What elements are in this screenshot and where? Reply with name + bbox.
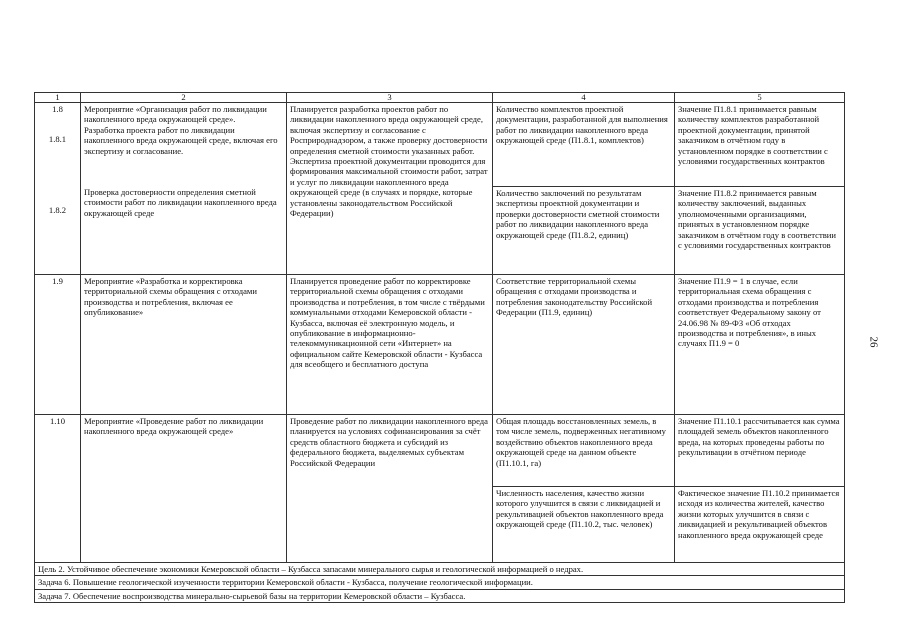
formula-cell: Значение П1.8.1 принимается равным количеству комплектов разработанной проектной документации, принятой заказчиком в отчётном году в установленном порядке в соответствии с условиями государственных контрактов xyxy=(675,103,845,187)
task-row xyxy=(35,576,845,589)
formula-cell: Значение П1.8.2 принимается равным количеству заключений, выданных уполномоченными организациями, принятых в установленном порядке заказчиком в отчётном году в соответствии с условиями государственных контрактов xyxy=(675,187,845,275)
indicator-cell: Соответствие территориальной схемы обращения с отходами производства и потребления законодательству Российской Федерации (П1.9, единиц) xyxy=(493,275,675,415)
event-cell: Мероприятие «Проведение работ по ликвидации накопленного вреда окружающей среде» xyxy=(81,415,287,563)
description-cell: Планируется проведение работ по корректировке территориальной схемы обращения с отходами производства и потребления, в том числе с твёрдыми коммунальными отходами Кемеровской области - Кузбасса, включая её электронную модель, и опубликование в информационно-телекоммуникационной сети «Интернет» на официальном сайте Кемеровской области - Кузбасса для всеобщего и бесплатного доступа xyxy=(287,275,493,415)
description-cell: Планируется разработка проектов работ по ликвидации накопленного вреда окружающей среде, включая экспертизу и согласование с Росприроднадзором, а также проверку достоверности определения сметной стоимости указанных работ. Экспертиза проектной документации проводится для формирования максимальной стоимости работ, затрат и услуг по ликвидации накопленного вреда окружающей среде (в случаях и порядке, которые установлены законодательством Российской Федерации) xyxy=(287,103,493,275)
column-header: 1 xyxy=(35,93,81,103)
item-number: 1.8 xyxy=(52,104,63,114)
column-header: 3 xyxy=(287,93,493,103)
event-subitem: Проверка достоверности определения сметной стоимости работ по ликвидации накопленного вреда окружающей среде xyxy=(84,187,277,218)
column-header: 4 xyxy=(493,93,675,103)
column-number-row xyxy=(35,93,845,103)
formula-cell: Значение П1.9 = 1 в случае, если территориальная схема обращения с отходами производства и потребления соответствует Федеральному закону от 24.06.98 № 89-ФЗ «Об отходах производства и потребления», в иных случаях П1.9 = 0 xyxy=(675,275,845,415)
item-number: 1.10 xyxy=(35,415,81,563)
task-text: Задача 6. Повышение геологической изученности территории Кемеровской области - Кузбасса, получение геологической информации. xyxy=(35,576,845,589)
indicator-cell: Численность населения, качество жизни которого улучшится в связи с ликвидацией и рекультивацией объектов накопленного вреда окружающей среде (П1.10.2, тыс. человек) xyxy=(493,487,675,563)
task-row xyxy=(35,589,845,602)
item-number: 1.9 xyxy=(35,275,81,415)
event-cell xyxy=(81,103,287,275)
event-title: Мероприятие «Организация работ по ликвидации накопленного вреда окружающей среде». xyxy=(84,104,267,125)
formula-cell: Значение П1.10.1 рассчитывается как сумма площадей земель объектов накопленного вреда, на которых проведены работы по рекультивации в отчётном периоде xyxy=(675,415,845,487)
description-cell: Проведение работ по ликвидации накопленного вреда планируется на условиях софинансирования за счёт средств областного бюджета и субсидий из федерального бюджета, выделяемых субъектам Российской Федерации xyxy=(287,415,493,563)
page-number: 26 xyxy=(867,336,880,348)
formula-cell: Фактическое значение П1.10.2 принимается исходя из количества жителей, качество жизни которых улучшится в связи с ликвидацией и рекультивацией объектов накопленного вреда окружающей среде xyxy=(675,487,845,563)
indicator-cell: Общая площадь восстановленных земель, в том числе земель, подверженных негативному воздействию объектов накопленного вреда окружающей среде на данном объекте (П1.10.1, га) xyxy=(493,415,675,487)
event-cell: Мероприятие «Разработка и корректировка территориальной схемы обращения с отходами производства и потребления, включая ее опубликование» xyxy=(81,275,287,415)
row-number-cell xyxy=(35,103,81,275)
indicators-table xyxy=(34,92,845,603)
table-row-1-9 xyxy=(35,275,845,415)
task-text: Задача 7. Обеспечение воспроизводства минерально-сырьевой базы на территории Кемеровской области – Кузбасса. xyxy=(35,589,845,602)
goal-row xyxy=(35,563,845,576)
event-subitem: Разработка проекта работ по ликвидации накопленного вреда окружающей среде, включая его экспертизу и согласование. xyxy=(84,124,278,156)
table-row-1-8 xyxy=(35,103,845,187)
item-number: 1.8.1 xyxy=(48,134,67,145)
indicator-cell: Количество заключений по результатам экспертизы проектной документации и проверки достоверности сметной стоимости работ по ликвидации накопленного вреда окружающей среде (П1.8.2, единиц) xyxy=(493,187,675,275)
indicator-cell: Количество комплектов проектной документации, разработанной для выполнения работ по ликвидации накопленного вреда окружающей среде (П1.8.1, комплектов) xyxy=(493,103,675,187)
table-row-1-10 xyxy=(35,415,845,487)
goal-text: Цель 2. Устойчивое обеспечение экономики Кемеровской области – Кузбасса запасами минерального сырья и геологической информацией о недрах. xyxy=(35,563,845,576)
item-number: 1.8.2 xyxy=(48,204,67,215)
column-header: 2 xyxy=(81,93,287,103)
column-header: 5 xyxy=(675,93,845,103)
